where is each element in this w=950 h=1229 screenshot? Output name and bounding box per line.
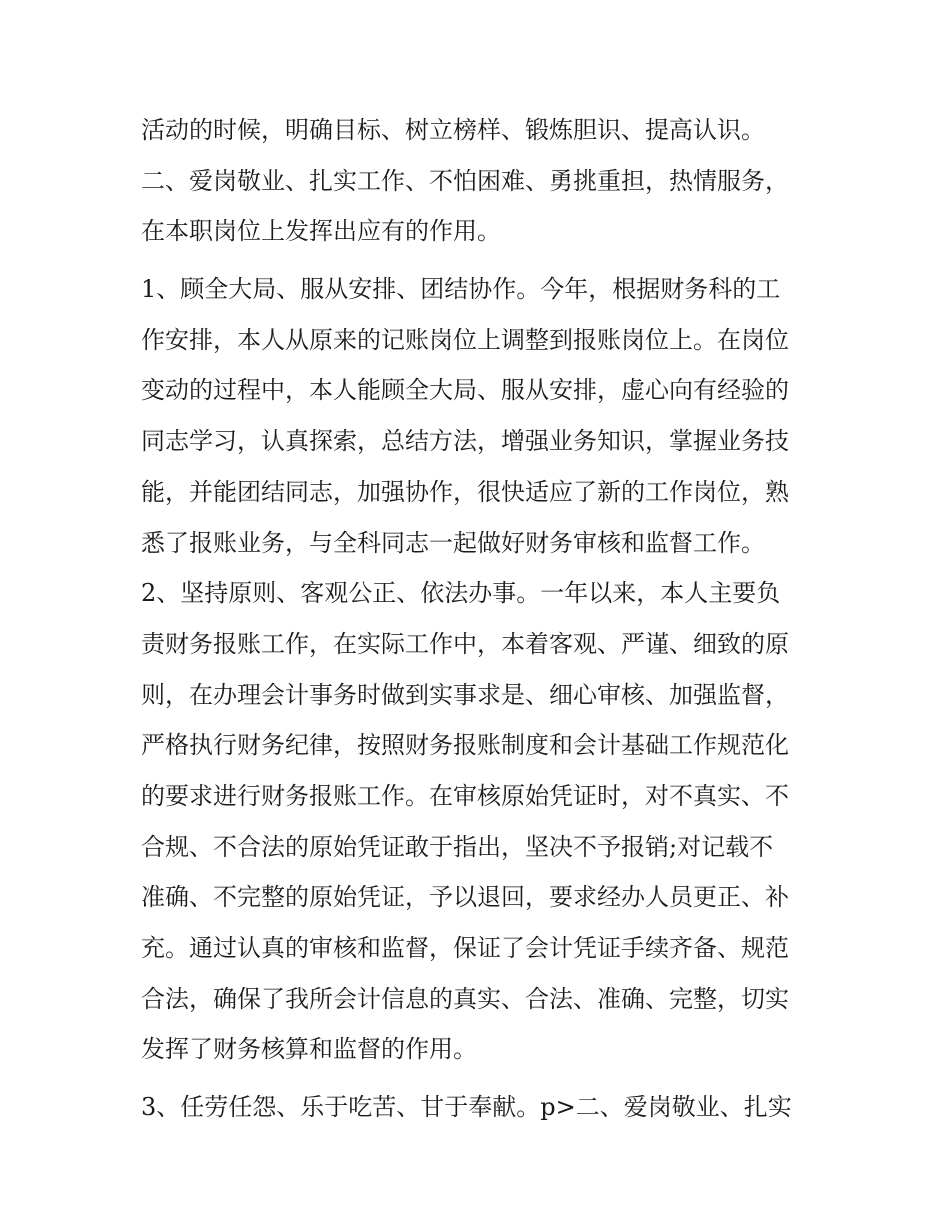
text-line: 严格执行财务纪律，按照财务报账制度和会计基础工作规范化 — [141, 731, 789, 760]
text-line: 准确、不完整的原始凭证，予以退回，要求经办人员更正、补 — [141, 883, 789, 912]
text-line: 能，并能团结同志，加强协作，很快适应了新的工作岗位，熟 — [141, 477, 789, 506]
text-line: 则，在办理会计事务时做到实事求是、细心审核、加强监督， — [141, 680, 789, 709]
document-body — [141, 110, 821, 1138]
text-line: 活动的时候，明确目标、树立榜样、锻炼胆识、提高认识。 — [141, 116, 765, 144]
text-line: 合规、不合法的原始凭证敢于指出，坚决不予报销;对记载不 — [141, 832, 774, 861]
item-3-heading: 3、任劳任怨、乐于吃苦、甘于奉献。p>二、爱岗敬业、扎实 — [141, 1093, 792, 1122]
text-line: 变动的过程中，本人能顾全大局、服从安排，虚心向有经验的 — [141, 376, 789, 405]
text-line: 同志学习，认真探索，总结方法，增强业务知识，掌握业务技 — [141, 427, 789, 456]
text-line: 合法，确保了我所会计信息的真实、合法、准确、完整，切实 — [141, 984, 789, 1013]
section-heading: 二、爱岗敬业、扎实工作、不怕困难、勇挑重担，热情服务， — [141, 166, 789, 195]
text-line: 作安排，本人从原来的记账岗位上调整到报账岗位上。在岗位 — [141, 325, 789, 354]
text-line: 在本职岗位上发挥出应有的作用。 — [141, 217, 501, 246]
text-line: 的要求进行财务报账工作。在审核原始凭证时，对不真实、不 — [141, 781, 789, 810]
text-line: 发挥了财务核算和监督的作用。 — [141, 1035, 477, 1064]
item-2-heading: 2、坚持原则、客观公正、依法办事。一年以来，本人主要负 — [141, 579, 781, 608]
text-line: 充。通过认真的审核和监督，保证了会计凭证手续齐备、规范 — [141, 934, 789, 962]
item-1-heading: 1、顾全大局、服从安排、团结协作。今年，根据财务科的工 — [141, 275, 781, 304]
text-line: 悉了报账业务，与全科同志一起做好财务审核和监督工作。 — [141, 528, 765, 557]
text-line: 责财务报账工作，在实际工作中，本着客观、严谨、细致的原 — [141, 629, 789, 658]
